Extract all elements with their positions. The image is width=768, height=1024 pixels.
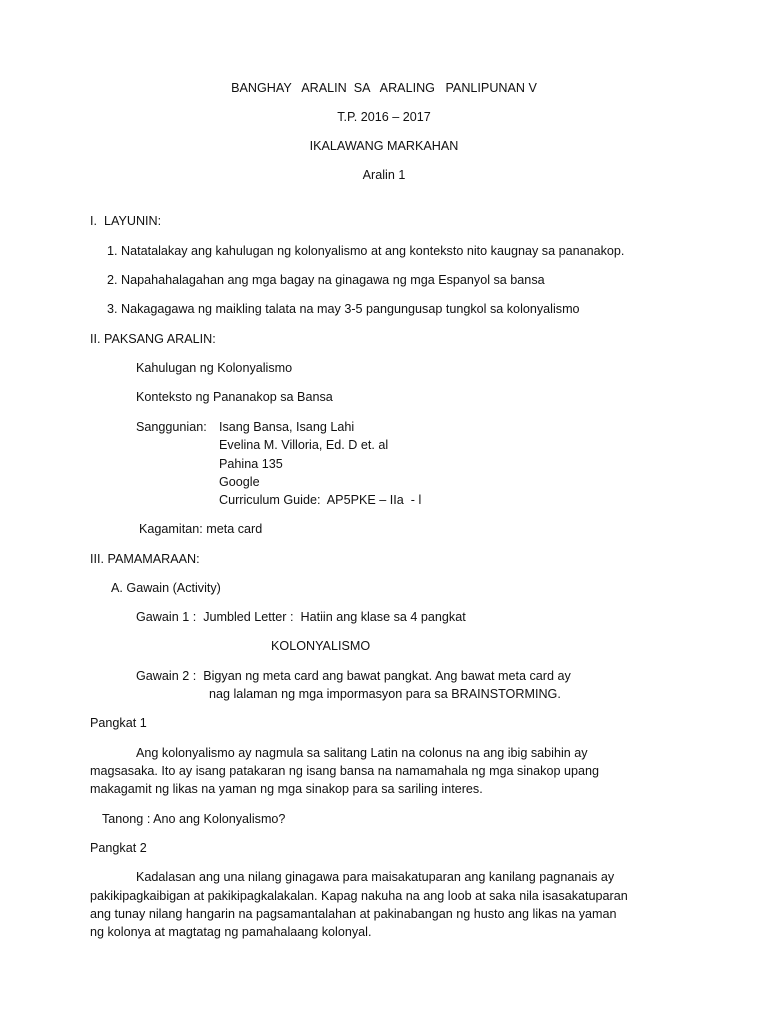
activity-heading: A. Gawain (Activity) [111,581,221,595]
task-1: Gawain 1 : Jumbled Letter : Hatiin ang klase sa 4 pangkat [136,610,466,624]
objectives-heading: I. LAYUNIN: [90,214,162,228]
group-1-question: Tanong : Ano ang Kolonyalismo? [102,812,286,826]
group-2-text-line: ng kolonya at magtatag ng pamahalaang kolonyal. [90,925,372,939]
reference-item: Isang Bansa, Isang Lahi [219,420,355,434]
topic-item: Kahulugan ng Kolonyalismo [136,361,293,375]
group-1-text-line: Ang kolonyalismo ay nagmula sa salitang Latin na colonus na ang ibig sabihin ay [136,746,588,760]
quarter-label: IKALAWANG MARKAHAN [309,139,459,153]
objective-item: 3. Nakagagawa ng maikling talata na may 3-5 pangungusap tungkol sa kolonyalismo [107,302,580,316]
task-2-line-2: nag lalaman ng mga impormasyon para sa BRAINSTORMING. [209,687,561,701]
subject-matter-heading: II. PAKSANG ARALIN: [90,332,216,346]
document-title: BANGHAY ARALIN SA ARALING PANLIPUNAN V [231,81,537,95]
school-year: T.P. 2016 – 2017 [337,110,431,124]
references-label: Sanggunian: [136,420,207,434]
group-1-heading: Pangkat 1 [90,716,147,730]
objective-item: 1. Natatalakay ang kahulugan ng kolonyalismo at ang konteksto nito kaugnay sa pananakop. [107,244,625,258]
group-1-text-line: makagamit ng likas na yaman ng mga sinakop para sa sariling interes. [90,782,483,796]
reference-item: Evelina M. Villoria, Ed. D et. al [219,438,389,452]
group-2-text-line: ang tunay nilang hangarin na pagsamantalahan at pakinabangan ng husto ang likas na yaman [90,907,617,921]
reference-item: Pahina 135 [219,457,283,471]
group-2-text-line: Kadalasan ang una nilang ginagawa para maisakatuparan ang kanilang pagnanais ay [136,870,615,884]
topic-item: Konteksto ng Pananakop sa Bansa [136,390,333,404]
group-2-text-line: pakikipagkaibigan at pakikipagkalakalan. Kapag nakuha na ang loob at saka nila isasakatuparan [90,889,628,903]
objective-item: 2. Napahahalagahan ang mga bagay na ginagawa ng mga Espanyol sa bansa [107,273,545,287]
materials-line: Kagamitan: meta card [139,522,263,536]
reference-item: Curriculum Guide: AP5PKE – IIa - l [219,493,422,507]
procedure-heading: III. PAMAMARAAN: [90,552,200,566]
lesson-label: Aralin 1 [362,168,406,182]
group-2-heading: Pangkat 2 [90,841,147,855]
jumbled-word: KOLONYALISMO [271,639,371,653]
reference-item: Google [219,475,260,489]
task-2-line-1: Gawain 2 : Bigyan ng meta card ang bawat pangkat. Ang bawat meta card ay [136,669,571,683]
group-1-text-line: magsasaka. Ito ay isang patakaran ng isang bansa na namamahala ng mga sinakop upang [90,764,599,778]
